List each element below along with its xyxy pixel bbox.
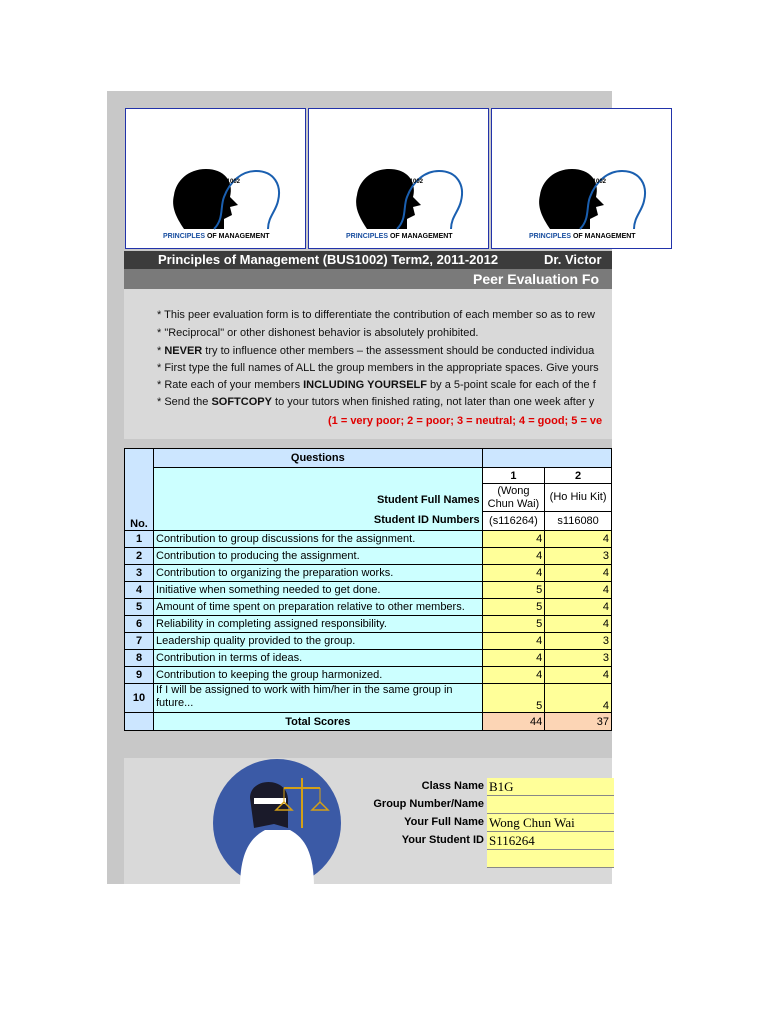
question-number: 2 xyxy=(125,548,154,565)
score-cell[interactable]: 4 xyxy=(482,548,545,565)
justice-scales-icon xyxy=(210,758,344,888)
score-cell[interactable]: 4 xyxy=(545,599,612,616)
form-title: Peer Evaluation Fo xyxy=(473,271,600,287)
score-cell[interactable]: 5 xyxy=(482,684,545,713)
class-name-input[interactable]: B1G xyxy=(487,778,614,796)
question-number: 6 xyxy=(125,616,154,633)
extra-input[interactable] xyxy=(487,850,614,868)
question-text: Initiative when something needed to get done. xyxy=(154,582,483,599)
student-id-input[interactable]: S116264 xyxy=(487,832,614,850)
question-number: 7 xyxy=(125,633,154,650)
group-label: Group Number/Name xyxy=(373,798,484,810)
member-id-input[interactable]: (s116264) xyxy=(482,512,545,531)
table-row xyxy=(125,548,612,565)
total-row-no xyxy=(125,713,154,731)
total-scores-label: Total Scores xyxy=(154,713,483,731)
members-header xyxy=(482,449,611,468)
full-name-input[interactable]: Wong Chun Wai xyxy=(487,814,614,832)
score-cell[interactable]: 4 xyxy=(482,531,545,548)
score-cell[interactable]: 4 xyxy=(545,684,612,713)
member-number: 2 xyxy=(545,468,612,484)
logo-tag: BUS1002 xyxy=(214,179,241,185)
logo-caption: PRINCIPLES OF MANAGEMENT xyxy=(529,233,636,240)
course-logo xyxy=(125,108,306,249)
question-text: If I will be assigned to work with him/her in the same group in future... xyxy=(154,684,483,713)
table-row xyxy=(125,684,612,713)
member-name-input[interactable]: (Ho Hiu Kit) xyxy=(545,484,612,512)
score-cell[interactable]: 5 xyxy=(482,582,545,599)
logo-tag: BUS1002 xyxy=(397,179,424,185)
score-cell[interactable]: 4 xyxy=(545,616,612,633)
score-cell[interactable]: 4 xyxy=(482,667,545,684)
score-cell[interactable]: 4 xyxy=(545,582,612,599)
no-header: No. xyxy=(125,449,154,531)
question-text: Amount of time spent on preparation relative to other members. xyxy=(154,599,483,616)
class-name-label: Class Name xyxy=(421,780,484,792)
member-name-input[interactable]: (Wong Chun Wai) xyxy=(482,484,545,512)
questions-header: Questions xyxy=(154,449,483,468)
table-row xyxy=(125,582,612,599)
score-cell[interactable]: 4 xyxy=(482,633,545,650)
table-row xyxy=(125,616,612,633)
score-cell[interactable]: 5 xyxy=(482,599,545,616)
score-cell[interactable]: 4 xyxy=(545,565,612,582)
logo-tag: BUS1002 xyxy=(580,179,607,185)
student-info-panel xyxy=(124,758,612,884)
score-cell[interactable]: 4 xyxy=(482,650,545,667)
rating-scale-note: (1 = very poor; 2 = poor; 3 = neutral; 4 = good; 5 = ve xyxy=(328,415,603,427)
course-title-bar xyxy=(124,251,612,269)
score-cell[interactable]: 3 xyxy=(545,633,612,650)
spreadsheet-page xyxy=(107,91,636,884)
instruction-line: * Rate each of your members INCLUDING YOURSELF by a 5-point scale for each of the f xyxy=(157,379,596,391)
question-text: Contribution to organizing the preparation works. xyxy=(154,565,483,582)
full-name-label: Your Full Name xyxy=(404,816,484,828)
score-cell[interactable]: 4 xyxy=(545,667,612,684)
table-row xyxy=(125,633,612,650)
lecturer-name: Dr. Victor xyxy=(544,252,602,267)
evaluation-table xyxy=(124,448,612,731)
instruction-line: * This peer evaluation form is to differentiate the contribution of each member so as to rew xyxy=(157,309,595,321)
question-text: Contribution to keeping the group harmonized. xyxy=(154,667,483,684)
score-cell[interactable]: 3 xyxy=(545,548,612,565)
student-names-label: Student Full Names xyxy=(376,494,480,506)
instruction-line: * First type the full names of ALL the group members in the appropriate spaces. Give yours xyxy=(157,362,599,374)
table-row xyxy=(125,565,612,582)
instruction-line: * Send the SOFTCOPY to your tutors when finished rating, not later than one week after y xyxy=(157,396,595,408)
question-text: Leadership quality provided to the group. xyxy=(154,633,483,650)
course-title: Principles of Management (BUS1002) Term2, 2011-2012 xyxy=(158,252,499,267)
score-cell[interactable]: 3 xyxy=(545,650,612,667)
score-cell[interactable]: 4 xyxy=(545,531,612,548)
form-title-bar xyxy=(124,269,612,289)
question-number: 5 xyxy=(125,599,154,616)
instruction-line: * NEVER try to influence other members – the assessment should be conducted individua xyxy=(157,345,595,357)
group-input[interactable] xyxy=(487,796,614,814)
table-row xyxy=(125,650,612,667)
question-number: 10 xyxy=(125,684,154,713)
logo-caption: PRINCIPLES OF MANAGEMENT xyxy=(346,233,453,240)
course-logo xyxy=(308,108,489,249)
student-id-label: Your Student ID xyxy=(401,834,484,846)
question-text: Reliability in completing assigned responsibility. xyxy=(154,616,483,633)
member-id-input[interactable]: s116080 xyxy=(545,512,612,531)
score-cell[interactable]: 4 xyxy=(482,565,545,582)
member-number: 1 xyxy=(482,468,545,484)
instruction-line: * "Reciprocal" or other dishonest behavior is absolutely prohibited. xyxy=(157,327,479,339)
table-row xyxy=(125,531,612,548)
student-labels xyxy=(154,468,483,531)
student-ids-label: Student ID Numbers xyxy=(373,514,480,526)
question-number: 9 xyxy=(125,667,154,684)
table-row xyxy=(125,599,612,616)
question-text: Contribution to producing the assignment. xyxy=(154,548,483,565)
question-text: Contribution in terms of ideas. xyxy=(154,650,483,667)
score-cell[interactable]: 5 xyxy=(482,616,545,633)
total-score: 44 xyxy=(482,713,545,731)
question-number: 4 xyxy=(125,582,154,599)
question-number: 3 xyxy=(125,565,154,582)
table-row xyxy=(125,667,612,684)
course-logo xyxy=(491,108,672,249)
question-text: Contribution to group discussions for the assignment. xyxy=(154,531,483,548)
total-score: 37 xyxy=(545,713,612,731)
instructions-panel xyxy=(124,289,612,439)
logo-caption: PRINCIPLES OF MANAGEMENT xyxy=(163,233,270,240)
question-number: 1 xyxy=(125,531,154,548)
question-number: 8 xyxy=(125,650,154,667)
